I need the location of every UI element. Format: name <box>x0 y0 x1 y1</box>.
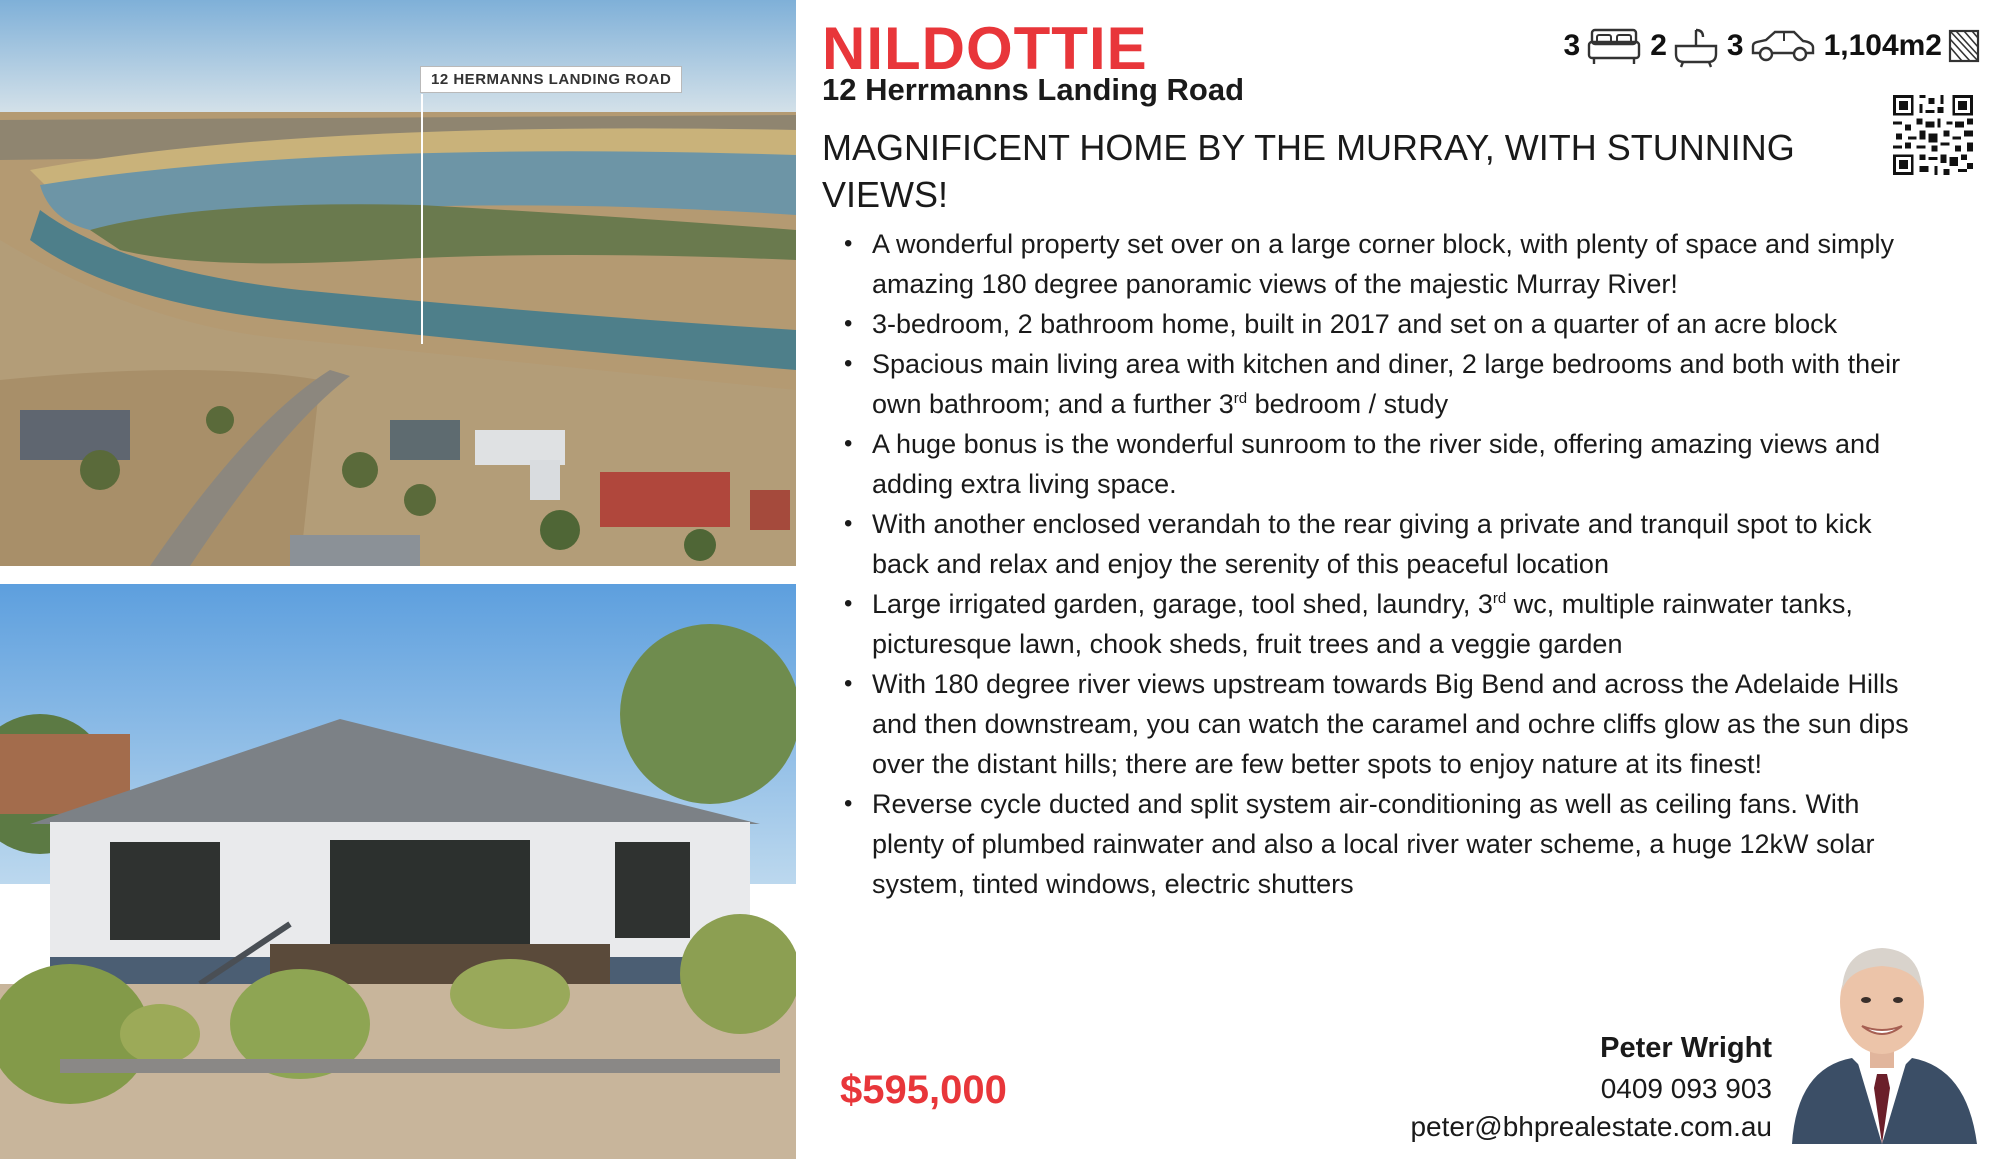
property-features <box>1564 24 1981 68</box>
bullet-text: 3-bedroom, 2 bathroom home, built in 2017 and set on a quarter of an acre block <box>872 309 1838 339</box>
bullet-item <box>822 784 1912 904</box>
agent-email-link[interactable]: peter@bhprealestate.com.au <box>1410 1111 1772 1142</box>
bathrooms-feature <box>1650 24 1719 68</box>
bullet-item <box>822 424 1912 504</box>
bullet-text: A wonderful property set over on a large corner block, with plenty of space and simply amazing 180 degree panoramic views of the majestic Murray River! <box>872 229 1895 299</box>
ordinal-suffix: rd <box>1233 390 1248 407</box>
bullet-text: Reverse cycle ducted and split system air-conditioning as well as ceiling fans. With plenty of plumbed rainwater and also a local river water scheme, a huge 12kW solar system, tinted windows, electric shutters <box>872 789 1875 899</box>
bullet-text: With another enclosed verandah to the rear giving a private and tranquil spot to kick back and relax and enjoy the serenity of this peaceful location <box>872 509 1872 579</box>
bedrooms-feature <box>1564 26 1643 66</box>
aerial-photo <box>0 0 796 566</box>
car-spaces-count: 3 <box>1726 29 1744 62</box>
car-spaces-feature <box>1727 29 1816 63</box>
bullet-text: With 180 degree river views upstream towards Big Bend and across the Adelaide Hills and then downstream, you can watch the caramel and ochre cliffs glow as the sun dips over the distant hills; there are few better spots to enjoy nature at its finest! <box>872 669 1909 779</box>
bullet-item <box>822 504 1912 584</box>
agent-name: Peter Wright <box>1600 1032 1772 1064</box>
caption-pointer-line <box>421 94 423 344</box>
land-area-icon <box>1948 28 1980 64</box>
bullet-text: wc, multiple rainwater tanks, picturesque lawn, chook sheds, fruit trees and a veggie garden <box>872 589 1853 659</box>
bullet-text: bedroom / study <box>1247 389 1449 419</box>
bath-icon <box>1673 24 1719 68</box>
photo-caption: 12 HERMANNS LANDING ROAD <box>420 66 682 93</box>
bullet-item <box>822 664 1912 784</box>
bathrooms-count: 2 <box>1650 29 1667 62</box>
land-size-feature <box>1824 28 1980 64</box>
listing-price: $595,000 <box>840 1068 1007 1112</box>
bullet-text: Large irrigated garden, garage, tool shed, laundry, 3 <box>872 589 1493 619</box>
house-front-photo-graphic <box>0 584 796 1159</box>
bed-icon <box>1586 26 1642 66</box>
house-front-photo <box>0 584 796 1159</box>
listing-headline: MAGNIFICENT HOME BY THE MURRAY, WITH STUNNING VIEWS! <box>822 127 1795 215</box>
property-address: 12 Herrmanns Landing Road <box>822 72 1245 107</box>
bullet-item <box>822 584 1912 664</box>
qr-code[interactable] <box>1890 92 1976 178</box>
bullet-item <box>822 344 1912 424</box>
agent-phone-link[interactable]: 0409 093 903 <box>1600 1073 1772 1104</box>
agent-photo <box>1782 938 1982 1144</box>
bedrooms-count: 3 <box>1563 29 1581 62</box>
bullet-item <box>822 304 1912 344</box>
feature-bullet-list <box>822 224 1912 904</box>
bullet-text: Spacious main living area with kitchen and diner, 2 large bedrooms and both with their own bathroom; and a further 3 <box>872 349 1901 419</box>
ordinal-suffix: rd <box>1492 590 1507 607</box>
agent-portrait-graphic <box>1782 938 1982 1144</box>
car-icon <box>1750 29 1816 63</box>
land-size-value: 1,104m2 <box>1823 29 1942 62</box>
suburb-title: NILDOTTIE <box>822 15 1148 82</box>
bullet-item <box>822 224 1912 304</box>
bullet-text: A huge bonus is the wonderful sunroom to the river side, offering amazing views and adding extra living space. <box>872 429 1881 499</box>
